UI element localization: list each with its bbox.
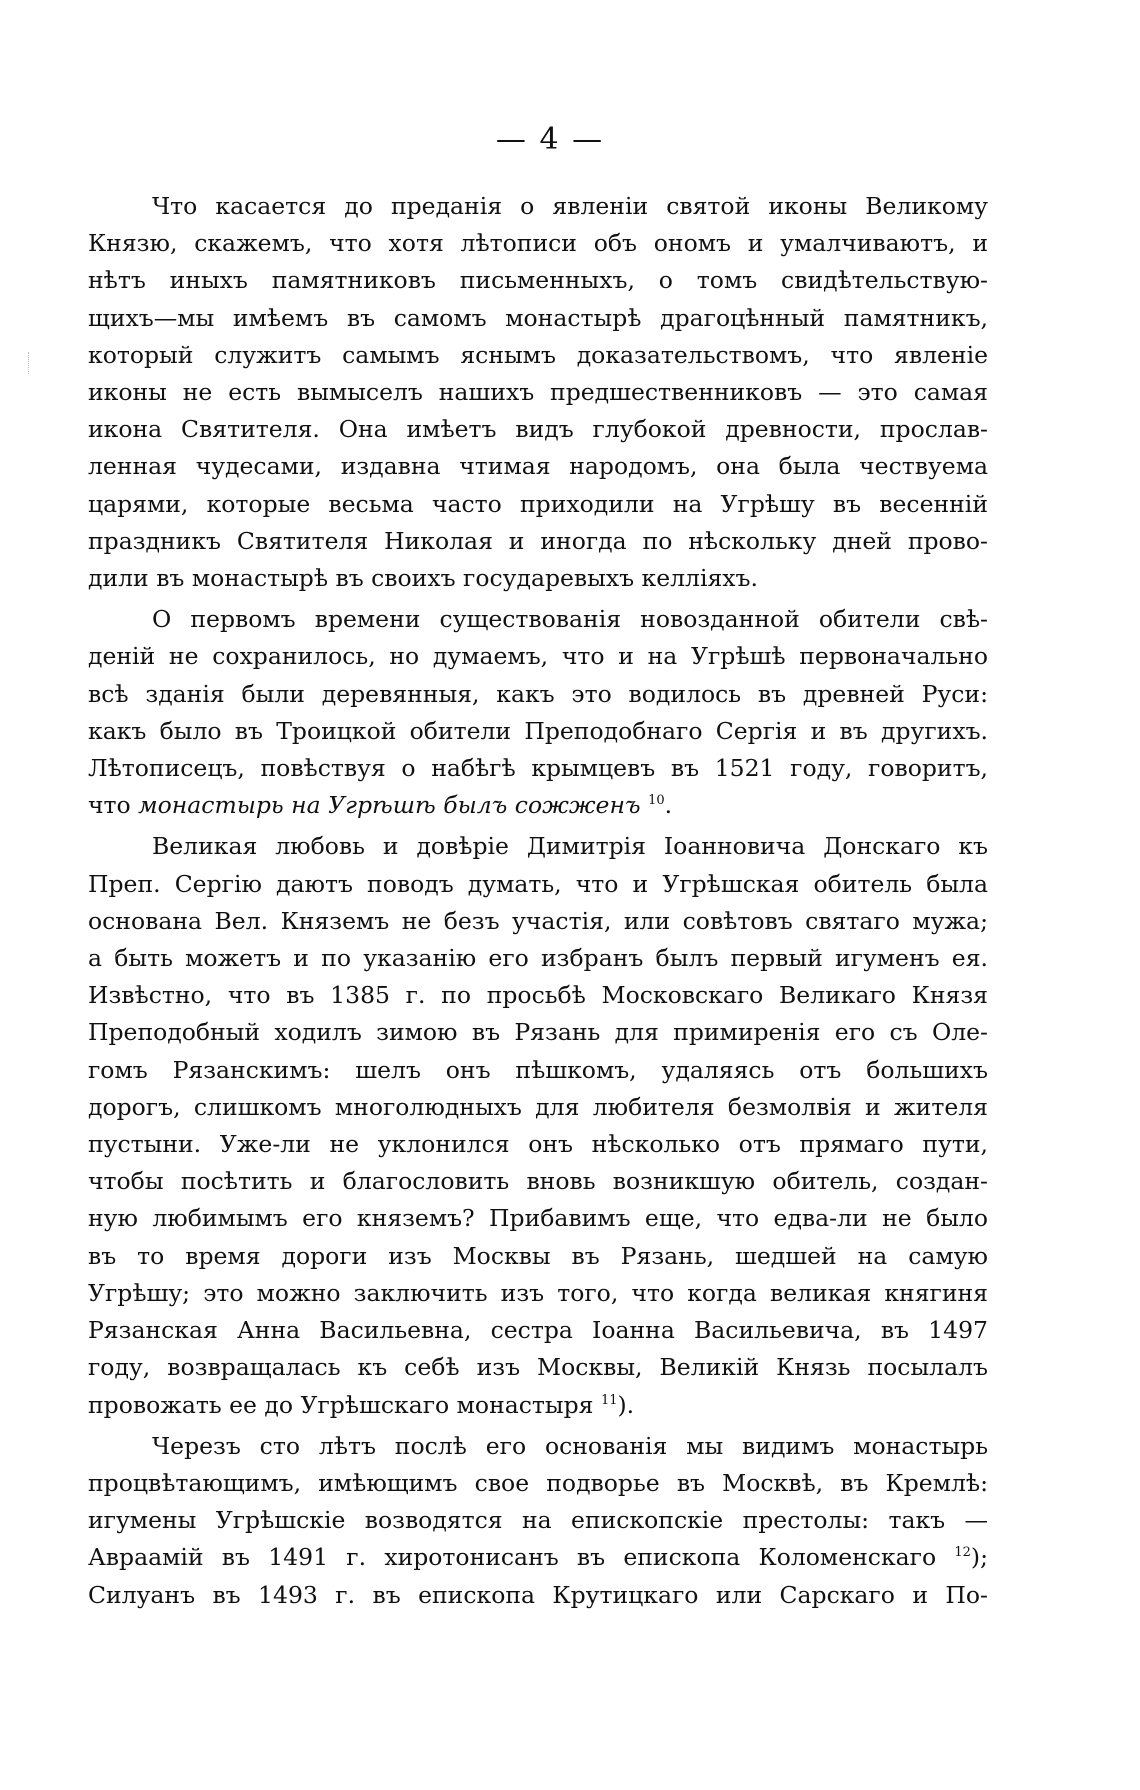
text-line: Извѣстно, что въ 1385 г. по просьбѣ Московскаго Великаго Князя [88, 981, 988, 1010]
text-line: иконы не есть вымыселъ нашихъ предшественниковъ — это самая [88, 378, 988, 407]
text-line: Князю, скажемъ, что хотя лѣтописи объ ономъ и умалчиваютъ, и [88, 229, 988, 258]
footnote-ref: 11 [600, 1392, 618, 1408]
text-line: Авраамій въ 1491 г. хиротонисанъ въ епископа Коломенскаго $^{12}$); [88, 1543, 988, 1572]
text-line: въ то время дороги изъ Москвы въ Рязань, шедшей на самую [88, 1241, 988, 1270]
margin-mark [28, 352, 31, 374]
text-line: щихъ—мы имѣемъ въ самомъ монастырѣ драгоцѣнный памятникъ, [88, 303, 988, 332]
body-text [88, 188, 988, 1614]
text-line: икона Святителя. Она имѣетъ видъ глубокой древности, прослав- [88, 415, 988, 444]
page-number: — 4 — [495, 122, 605, 157]
text-line: Преподобный ходилъ зимою въ Рязань для примиренія его съ Оле- [88, 1018, 988, 1047]
text-line: Великая любовь и довѣріе Димитрія Іоанновича Донскаго къ [152, 832, 988, 861]
text-line: году, возвращалась къ себѣ изъ Москвы, Великій Князь посылалъ [88, 1353, 988, 1382]
text-line: основана Вел. Княземъ не безъ участія, или совѣтовъ святаго мужа; [88, 906, 988, 935]
text-line: пустыни. Уже-ли не уклонился онъ нѣсколько отъ прямаго пути, [88, 1130, 988, 1159]
text-line: Силуанъ въ 1493 г. въ епископа Крутицкаго или Сарскаго и По- [88, 1580, 988, 1609]
text-line: что монастырь на Угрѣшѣ былъ сожженъ $^{10}$. [88, 791, 673, 820]
text-line: который служитъ самымъ яснымъ доказательствомъ, что явленіе [88, 340, 988, 369]
text-line: царями, которые весьма часто приходили на Угрѣшу въ весенній [88, 489, 988, 518]
italic-quote: монастырь на Угрѣшѣ былъ сожженъ [138, 791, 641, 820]
text-line: всѣ зданія были деревянныя, какъ это водилось въ древней Руси: [88, 679, 988, 708]
text-line: чтобы посѣтить и благословить вновь возникшую обитель, создан- [88, 1167, 988, 1196]
text-line: нѣтъ иныхъ памятниковъ письменныхъ, о томъ свидѣтельствую- [88, 266, 988, 295]
text-line: Угрѣшу; это можно заключить изъ того, что когда великая княгиня [88, 1278, 988, 1307]
text-line: игумены Угрѣшскіе возводятся на епископскіе престолы: такъ — [88, 1506, 988, 1535]
text-line: дили въ монастырѣ въ своихъ государевыхъ келліяхъ. [88, 564, 758, 593]
text-line: процвѣтающимъ, имѣющимъ свое подворье въ Москвѣ, въ Кремлѣ: [88, 1468, 988, 1497]
text-line: Рязанская Анна Васильевна, сестра Іоанна Васильевича, въ 1497 [88, 1316, 988, 1345]
text-line: О первомъ времени существованія новозданной обители свѣ- [152, 605, 988, 634]
footnote-ref: 10 [648, 793, 665, 809]
text-line: деній не сохранилось, но думаемъ, что и на Угрѣшѣ первоначально [88, 642, 988, 671]
text-line: праздникъ Святителя Николая и иногда по нѣскольку дней прово- [88, 526, 988, 555]
text-line: Лѣтописецъ, повѣствуя о набѣгѣ крымцевъ въ 1521 году, говоритъ, [88, 754, 988, 783]
text-line: гомъ Рязанскимъ: шелъ онъ пѣшкомъ, удаляясь отъ большихъ [88, 1055, 988, 1084]
text-line: ную любимымъ его княземъ? Прибавимъ еще, что едва-ли не было [88, 1204, 988, 1233]
text-line: какъ было въ Троицкой обители Преподобнаго Сергія и въ другихъ. [88, 716, 988, 745]
text-line: Черезъ сто лѣтъ послѣ его основанія мы видимъ монастырь [152, 1431, 988, 1460]
text-line: а быть можетъ и по указанію его избранъ былъ первый игуменъ ея. [88, 944, 988, 973]
text-line: Преп. Сергію даютъ поводъ думать, что и Угрѣшская обитель была [88, 869, 988, 898]
footnote-ref: 12 [954, 1545, 971, 1561]
text-line: провожать ее до Угрѣшскаго монастыря $^{11}$). [88, 1390, 635, 1419]
text-line: ленная чудесами, издавна чтимая народомъ, она была чествуема [88, 452, 988, 481]
text-line: Что касается до преданія о явленіи святой иконы Великому [152, 192, 988, 220]
text-line: дорогъ, слишкомъ многолюдныхъ для любителя безмолвія и жителя [88, 1092, 988, 1121]
